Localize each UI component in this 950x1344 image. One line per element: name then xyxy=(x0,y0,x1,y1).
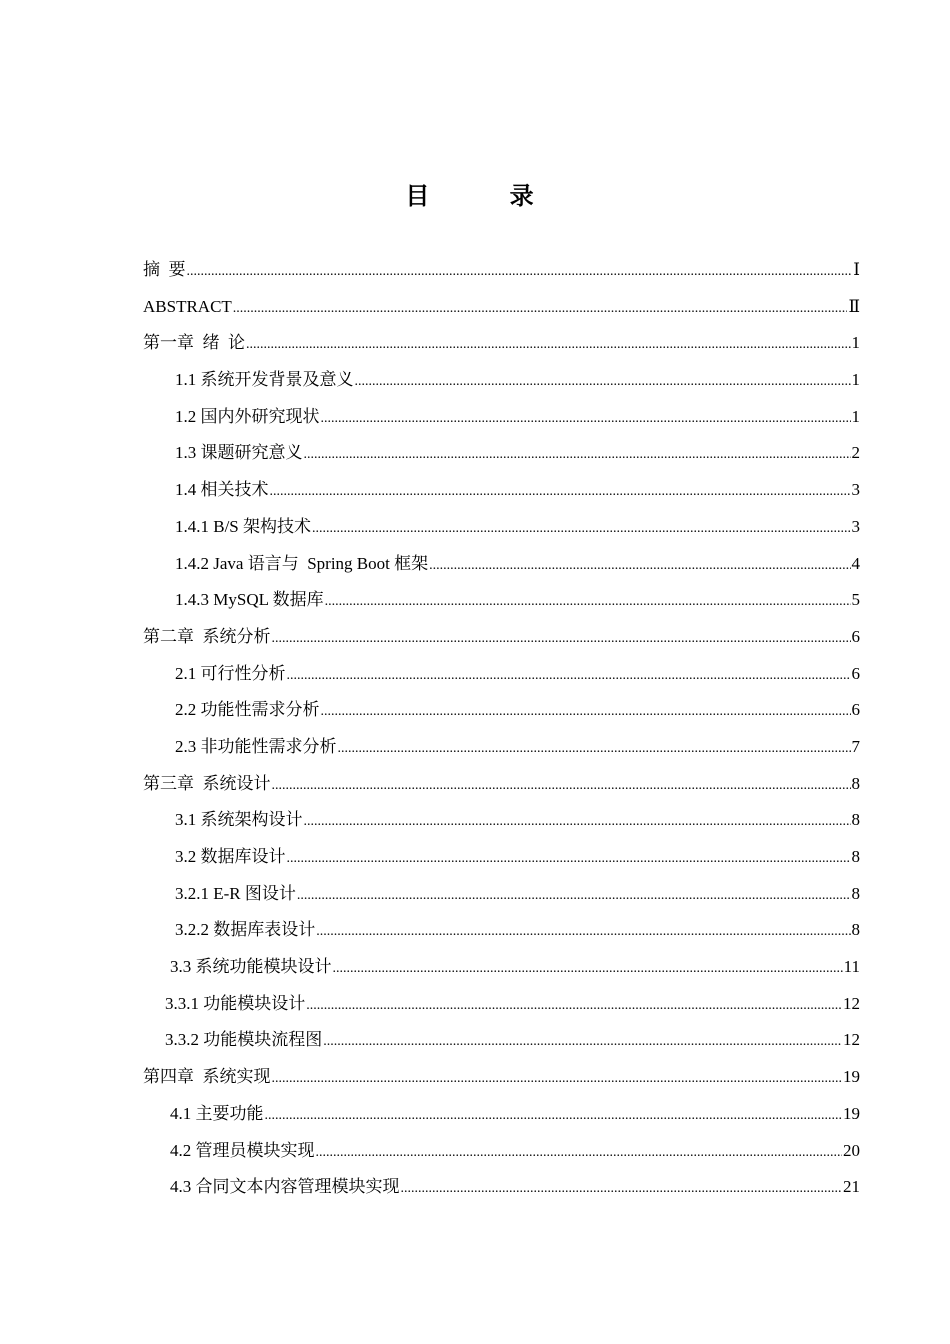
toc-entry-title: 第四章 系统实现 xyxy=(143,1067,271,1087)
toc-entry-title: 3.3.1 功能模块设计 xyxy=(165,993,306,1013)
toc-entry-title: 1.4.2 Java 语言与 Spring Boot 框架 xyxy=(175,553,429,573)
toc-entry-title: 1.4.3 MySQL 数据库 xyxy=(175,590,324,610)
toc-page-number: 6 xyxy=(851,663,860,683)
dot-leader xyxy=(355,364,851,401)
dot-leader xyxy=(321,401,851,438)
toc-title: 目 录 xyxy=(405,182,570,210)
dot-leader xyxy=(312,511,850,548)
toc-entry[interactable] xyxy=(143,656,860,693)
toc-entry[interactable] xyxy=(143,1022,860,1059)
dot-leader xyxy=(304,804,851,841)
toc-entry-title: 2.3 非功能性需求分析 xyxy=(175,736,337,756)
toc-entry-title: 3.1 系统架构设计 xyxy=(175,810,303,830)
dot-leader xyxy=(270,474,851,511)
toc-entry[interactable] xyxy=(143,289,860,326)
dot-leader xyxy=(316,914,850,951)
toc-entry-title: 3.3.2 功能模块流程图 xyxy=(165,1030,323,1050)
toc-entry-title: 摘 要 xyxy=(143,260,186,279)
toc-entry[interactable] xyxy=(143,252,860,289)
toc-page-number: 19 xyxy=(843,1103,860,1123)
dot-leader xyxy=(304,437,851,474)
dot-leader xyxy=(272,1061,843,1098)
toc-entry[interactable] xyxy=(143,912,860,949)
dot-leader xyxy=(272,621,851,658)
dot-leader xyxy=(338,731,851,768)
toc-entry[interactable] xyxy=(143,1133,860,1170)
toc-entry[interactable] xyxy=(143,839,860,876)
toc-page-number: 3 xyxy=(851,480,860,500)
toc-page-number: 8 xyxy=(851,773,860,793)
toc-entry-title: 3.2 数据库设计 xyxy=(175,847,286,866)
toc-entry[interactable] xyxy=(143,802,860,839)
toc-entry[interactable] xyxy=(143,399,860,436)
toc-entry[interactable] xyxy=(143,362,860,399)
toc-page-number: 3 xyxy=(851,516,860,536)
toc-page-number: 8 xyxy=(851,847,860,866)
dot-leader xyxy=(321,694,851,731)
toc-page-number: 5 xyxy=(851,590,860,610)
dot-leader xyxy=(287,841,851,878)
toc-entry[interactable] xyxy=(143,435,860,472)
toc-entry-title: 4.2 管理员模块实现 xyxy=(170,1140,315,1160)
dot-leader xyxy=(187,254,853,291)
dot-leader xyxy=(325,584,851,621)
toc-page-number: 1 xyxy=(851,370,860,390)
toc-entry-title: 2.1 可行性分析 xyxy=(175,663,286,683)
dot-leader xyxy=(333,951,843,988)
dot-leader xyxy=(287,658,851,695)
toc-entry[interactable] xyxy=(143,509,860,546)
toc-entry[interactable] xyxy=(143,949,860,986)
toc-entry-title: 3.3 系统功能模块设计 xyxy=(170,957,332,977)
dot-leader xyxy=(401,1171,843,1208)
toc-entry[interactable] xyxy=(143,619,860,656)
toc-entry-title: 第一章 绪 论 xyxy=(143,333,245,353)
toc-page-number: 12 xyxy=(843,1030,860,1050)
toc-page-number: 1 xyxy=(851,406,860,426)
toc-page-number: 7 xyxy=(851,736,860,756)
toc-entry[interactable] xyxy=(143,546,860,583)
toc-page-number: 4 xyxy=(851,553,860,573)
toc-page-number: 2 xyxy=(851,443,860,463)
toc-entry-title: 2.2 功能性需求分析 xyxy=(175,700,320,720)
toc-entry-title: 1.3 课题研究意义 xyxy=(175,443,303,463)
toc-page-number: 1 xyxy=(851,333,860,353)
toc-entry[interactable] xyxy=(143,1096,860,1133)
toc-page-number: 6 xyxy=(851,626,860,646)
dot-leader xyxy=(272,768,851,805)
dot-leader xyxy=(306,988,842,1025)
toc-entry[interactable] xyxy=(143,692,860,729)
dot-leader xyxy=(316,1135,843,1172)
toc-page-number: 11 xyxy=(843,957,860,977)
dot-leader xyxy=(297,878,851,915)
toc-page-number: 8 xyxy=(851,883,860,903)
toc-entry[interactable] xyxy=(143,582,860,619)
toc-page-number: 21 xyxy=(843,1177,860,1197)
dot-leader xyxy=(233,291,848,328)
toc-page-number: Ⅰ xyxy=(853,260,860,279)
table-of-contents xyxy=(143,252,860,1206)
toc-entry-title: 1.4 相关技术 xyxy=(175,480,269,500)
toc-page-number: 8 xyxy=(851,920,860,940)
toc-page-number: 12 xyxy=(843,993,860,1013)
toc-page-number: 8 xyxy=(851,810,860,830)
dot-leader xyxy=(323,1024,842,1061)
dot-leader xyxy=(429,548,850,585)
toc-entry[interactable] xyxy=(143,766,860,803)
toc-entry[interactable] xyxy=(143,1169,860,1206)
toc-entry[interactable] xyxy=(143,472,860,509)
toc-page-number: 6 xyxy=(851,700,860,720)
toc-entry[interactable] xyxy=(143,876,860,913)
toc-entry-title: 3.2.2 数据库表设计 xyxy=(175,920,316,940)
toc-entry-title: ABSTRACT xyxy=(143,296,232,316)
toc-entry-title: 1.2 国内外研究现状 xyxy=(175,406,320,426)
toc-entry[interactable] xyxy=(143,986,860,1023)
toc-entry-title: 3.2.1 E-R 图设计 xyxy=(175,883,296,903)
toc-entry[interactable] xyxy=(143,1059,860,1096)
toc-entry-title: 第三章 系统设计 xyxy=(143,773,271,793)
dot-leader xyxy=(246,327,851,364)
toc-entry-title: 4.1 主要功能 xyxy=(170,1103,264,1123)
toc-entry-title: 第二章 系统分析 xyxy=(143,626,271,646)
toc-page-number: Ⅱ xyxy=(848,296,860,316)
toc-entry[interactable] xyxy=(143,729,860,766)
toc-entry-title: 4.3 合同文本内容管理模块实现 xyxy=(170,1177,400,1197)
toc-entry-title: 1.4.1 B/S 架构技术 xyxy=(175,516,312,536)
toc-page-number: 19 xyxy=(843,1067,860,1087)
toc-page-number: 20 xyxy=(843,1140,860,1160)
toc-entry[interactable] xyxy=(143,325,860,362)
toc-entry-title: 1.1 系统开发背景及意义 xyxy=(175,370,354,390)
dot-leader xyxy=(265,1098,843,1135)
